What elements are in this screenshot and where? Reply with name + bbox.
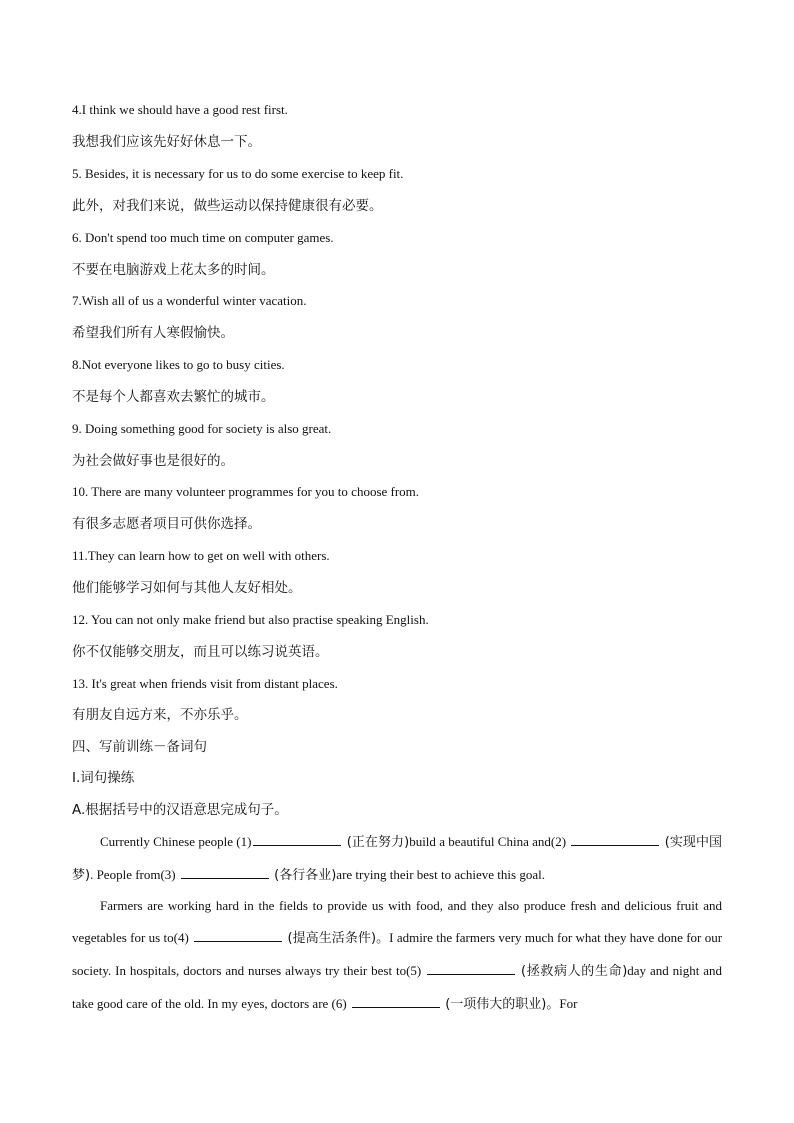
sentence-7-en: 7.Wish all of us a wonderful winter vacation. — [72, 293, 307, 308]
hint-5: (拯救病人的生命) — [521, 964, 628, 979]
blank-2-input[interactable] — [571, 832, 659, 846]
sentence-11-en: 11.They can learn how to get on well with others. — [72, 548, 330, 563]
passage-text: day and night and take good care of the old. In my eyes, doctors are (6) — [72, 963, 722, 1011]
sentence-10-zh: 有很多志愿者项目可供你选择。 — [72, 516, 261, 532]
sentence-8-zh: 不是每个人都喜欢去繁忙的城市。 — [72, 389, 275, 405]
passage-text: are trying their best to achieve this goal. — [336, 867, 545, 882]
passage-text: Farmers are working hard in the fields to provide us with food, and they also produce fresh and delicious fruit and vegetables for us to(4) — [72, 898, 722, 945]
sentence-4-en: 4.I think we should have a good rest first. — [72, 102, 288, 117]
sentence-12-en: 12. You can not only make friend but also practise speaking English. — [72, 612, 429, 627]
sentence-5-en: 5. Besides, it is necessary for us to do some exercise to keep fit. — [72, 166, 404, 181]
blank-1-input[interactable] — [253, 832, 341, 846]
hint-4: (提高生活条件) — [287, 931, 377, 946]
task-heading: A.根据括号中的汉语意思完成句子。 — [72, 802, 288, 818]
blank-5-input[interactable] — [427, 961, 515, 975]
sub-heading: I.词句操练 — [72, 770, 135, 786]
sentence-12-zh: 你不仅能够交朋友，而且可以练习说英语。 — [72, 644, 329, 660]
passage-paragraph-2 — [72, 890, 722, 1021]
sentence-5-zh: 此外，对我们来说，做些运动以保持健康很有必要。 — [72, 198, 383, 214]
passage-text: build a beautiful China and(2) — [409, 834, 567, 849]
sentence-8-en: 8.Not everyone likes to go to busy cities. — [72, 357, 285, 372]
sentence-13-zh: 有朋友自远方来，不亦乐乎。 — [72, 707, 248, 723]
sentence-10-en: 10. There are many volunteer programmes for you to choose from. — [72, 484, 420, 499]
sentence-11-zh: 他们能够学习如何与其他人友好相处。 — [72, 580, 302, 596]
passage-text: . People from(3) — [90, 867, 176, 882]
hint-3: (各行各业) — [274, 868, 337, 883]
blank-4-input[interactable] — [194, 928, 282, 942]
hint-6: (一项伟大的职业) — [445, 997, 547, 1012]
sentence-7-zh: 希望我们所有人寒假愉快。 — [72, 325, 234, 341]
blank-3-input[interactable] — [181, 865, 269, 879]
hint-2: (实现中国梦) — [72, 835, 723, 883]
sentence-13-en: 13. It's great when friends visit from distant places. — [72, 676, 338, 691]
hint-1: (正在努力) — [346, 835, 410, 850]
section-heading: 四、写前训练－备词句 — [72, 739, 207, 755]
passage-text: 。I admire the farmers very much for what they have done for our society. In hospitals, doctors and nurses always try their best to(5) — [72, 930, 723, 978]
sentence-6-zh: 不要在电脑游戏上花太多的时间。 — [72, 262, 275, 278]
passage-text: 。For — [546, 996, 578, 1011]
passage-text: Currently Chinese people (1) — [100, 834, 252, 849]
sentence-6-en: 6. Don't spend too much time on computer games. — [72, 230, 334, 245]
sentence-9-en: 9. Doing something good for society is also great. — [72, 421, 332, 436]
passage-paragraph-1 — [72, 826, 722, 892]
sentence-4-zh: 我想我们应该先好好休息一下。 — [72, 134, 261, 150]
blank-6-input[interactable] — [352, 994, 440, 1008]
sentence-9-zh: 为社会做好事也是很好的。 — [72, 453, 234, 469]
